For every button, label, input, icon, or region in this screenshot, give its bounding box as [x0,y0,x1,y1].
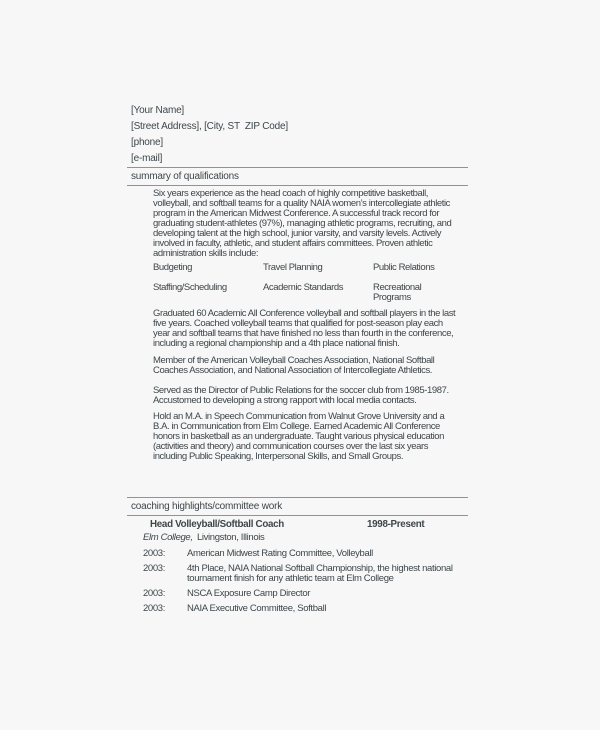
summary-intro-paragraph: Six years experience as the head coach of highly competitive basketball, volleyball, and softball teams for a quality NAIA women’s intercollegiate athletic program in the American Midwest Conference. A successful track record for graduating student-athletes (97%), managing athletic programs, recruiting, and developing talent at the high school, junior varsity, and varsity levels. Actively involved in faculty, athletic, and student affairs committees. Proven athletic administration skills include: [153,188,452,259]
skill-item: Public Relations [373,262,435,273]
contact-address: [Street Address], [City, ST ZIP Code] [131,121,288,132]
skill-item: Travel Planning [263,262,323,273]
contact-email: [e-mail] [131,153,163,164]
summary-section-body [127,186,468,462]
employer-location: Livingston, Illinois [196,532,265,543]
skills-row [153,283,456,303]
highlight-row [127,564,468,584]
section-rule-bottom [127,515,468,516]
highlight-text: 4th Place, NAIA National Softball Championship, the highest national tournament finish for any athletic team at Elm College [187,563,453,584]
contact-name: [Your Name] [131,105,185,116]
highlights-list [127,549,468,614]
summary-section-title: summary of qualifications [131,171,239,182]
highlight-text: NAIA Executive Committee, Softball [187,603,327,614]
employer-name: Elm College, [143,532,193,543]
summary-paragraph: Graduated 60 Academic All Conference volleyball and softball players in the last five years. Coached volleyball teams that qualified for post-season play each year and softball teams that have finished no less than fourth in the conference, including a regional championship and a 4th place national finish. [153,308,456,349]
job-dates: 1998-Present [367,519,425,530]
highlight-row [127,604,468,614]
highlight-year: 2003: [143,563,166,574]
skill-item: Budgeting [153,262,193,273]
highlight-year: 2003: [143,548,166,559]
skills-row [153,263,456,273]
coaching-section-title: coaching highlights/committee work [131,501,283,512]
highlight-text: American Midwest Rating Committee, Volleyball [187,548,373,559]
skills-table [153,263,456,303]
summary-paragraph: Hold an M.A. in Speech Communication from Walnut Grove University and a B.A. in Communication from Elm College. Earned Academic All Conference honors in basketball as an undergraduate. Taught various physical education (activities and theory) and communication courses over the last six years including Public Speaking, Interpersonal Skills, and Small Groups. [153,411,445,462]
skill-item: Staffing/Scheduling [153,282,227,293]
summary-paragraph: Served as the Director of Public Relations for the soccer club from 1985-1987. Accustomed to developing a strong rapport with local media contacts. [153,385,449,406]
highlight-row [127,589,468,599]
job-title: Head Volleyball/Softball Coach [150,519,284,530]
highlight-row [127,549,468,559]
skill-item: Academic Standards [263,282,344,293]
summary-section [127,167,468,462]
employer-row [127,533,468,543]
skill-item: Recreational Programs [373,282,422,303]
highlight-text: NSCA Exposure Camp Director [187,588,311,599]
job-title-row [127,519,468,530]
contact-phone: [phone] [131,137,163,148]
summary-paragraph: Member of the American Volleyball Coaches Association, National Softball Coaches Association, and National Association of Intercollegiate Athletics. [153,355,435,376]
contact-block [131,103,288,167]
highlight-year: 2003: [143,588,166,599]
coaching-section [127,497,468,619]
highlight-year: 2003: [143,603,166,614]
